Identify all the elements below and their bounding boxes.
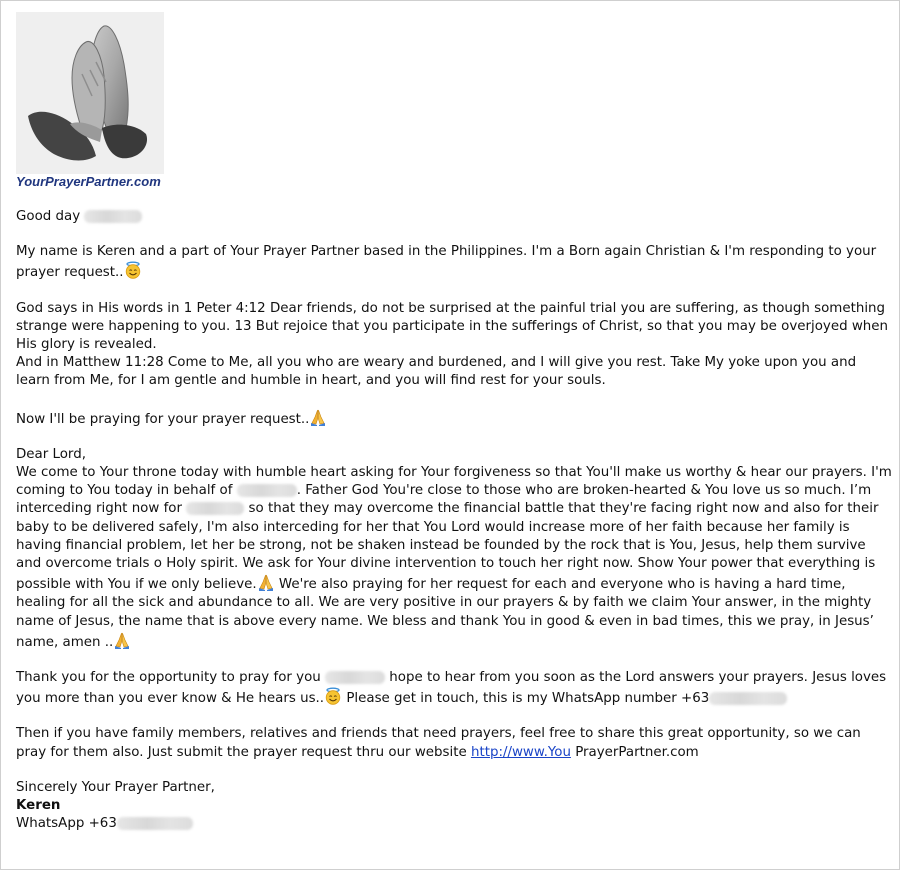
share-after: PrayerPartner.com bbox=[570, 744, 699, 760]
intro-text: My name is Keren and a part of Your Prayer Partner based in the Philippines. I'm a Born again Christian & I'm responding to your prayer request.. bbox=[16, 244, 877, 281]
prayer-salutation: Dear Lord, bbox=[16, 446, 86, 462]
prayer-part-3: so that they may overcome the financial battle that they're facing right now and also for their baby to be delivered safely, I'm also interceding for her that You Lord would increase more of her faith because her family is having financial problem, let her be strong, not be shaken instead be founded by the rock that is You, Jesus, help them survive and overcome trials o Holy spirit. We ask for Your divine intervention to touch her right now. Show Your power that everything is possible with You if we only believe. bbox=[16, 501, 879, 593]
redacted-name bbox=[325, 671, 385, 684]
folded-hands-icon bbox=[257, 573, 275, 591]
folded-hands-icon bbox=[113, 631, 131, 649]
redacted-name bbox=[84, 210, 142, 223]
logo-text: YourPrayerPartner.com bbox=[16, 174, 161, 189]
smiling-halo-face-icon bbox=[124, 261, 142, 279]
signature-block bbox=[16, 779, 892, 834]
share-paragraph bbox=[16, 725, 892, 761]
praying-line bbox=[16, 408, 892, 429]
thanks-part-2: hope to hear from you soon as the Lord answers your prayers. Jesus loves you more than you ever know & He hears us.. bbox=[16, 670, 887, 707]
intro-paragraph bbox=[16, 243, 892, 282]
scripture-paragraph bbox=[16, 300, 892, 391]
folded-hands-icon bbox=[309, 408, 327, 426]
redacted-name bbox=[186, 502, 244, 515]
thanks-paragraph bbox=[16, 669, 892, 708]
thanks-part-3: Please get in touch, this is my WhatsApp number +63 bbox=[342, 691, 710, 707]
scripture-line-1: God says in His words in 1 Peter 4:12 Dear friends, do not be surprised at the painful trial you are suffering, as though something strange were happening to you. 13 But rejoice that you participate in the sufferings of Christ, so that you may be overjoyed when His glory is revealed. bbox=[16, 300, 889, 353]
website-link[interactable]: http://www.You bbox=[470, 744, 571, 760]
greeting-line bbox=[16, 208, 892, 226]
prayer-paragraph bbox=[16, 446, 892, 652]
prayer-part-2: . Father God You're close to those who are broken-hearted & You love us so much. I’m interceding right now for bbox=[16, 483, 872, 517]
prayer-part-1: We come to Your throne today with humble heart asking for Your forgiveness so that You'll make us worthy & hear our prayers. I'm coming to You today in behalf of bbox=[16, 465, 892, 499]
scripture-line-2: And in Matthew 11:28 Come to Me, all you who are weary and burdened, and I will give you rest. Take My yoke upon you and learn from Me, for I am gentle and humble in heart, and you will find rest for your souls. bbox=[16, 355, 857, 389]
redacted-phone bbox=[709, 692, 787, 705]
share-text: Then if you have family members, relatives and friends that need prayers, feel free to share this great opportunity, so we can pray for them also. Just submit the prayer request thru our website bbox=[16, 726, 861, 760]
signature-name: Keren bbox=[16, 798, 61, 814]
signature-closing: Sincerely Your Prayer Partner, bbox=[16, 779, 215, 795]
praying-hands-logo bbox=[16, 12, 164, 174]
signature-whatsapp: WhatsApp +63 bbox=[16, 816, 117, 832]
smiling-halo-face-icon bbox=[324, 687, 342, 705]
praying-hands-icon bbox=[16, 12, 164, 174]
praying-text: Now I'll be praying for your prayer request.. bbox=[16, 411, 310, 427]
redacted-phone bbox=[117, 817, 193, 830]
prayer-part-4: We're also praying for her request for each and everyone who is having a hard time, healing for all the sick and abundance to all. We are very positive in our prayers & by faith we claim Your answer, in the mighty name of Jesus, the name that is above every name. We bless and thank You in good & even in bad times, this we pray, in Jesus’ name, amen .. bbox=[16, 577, 874, 650]
thanks-part-1: Thank you for the opportunity to pray for you bbox=[16, 670, 321, 686]
redacted-name bbox=[237, 484, 297, 497]
greeting-text: Good day bbox=[16, 209, 81, 224]
email-body bbox=[16, 208, 892, 850]
